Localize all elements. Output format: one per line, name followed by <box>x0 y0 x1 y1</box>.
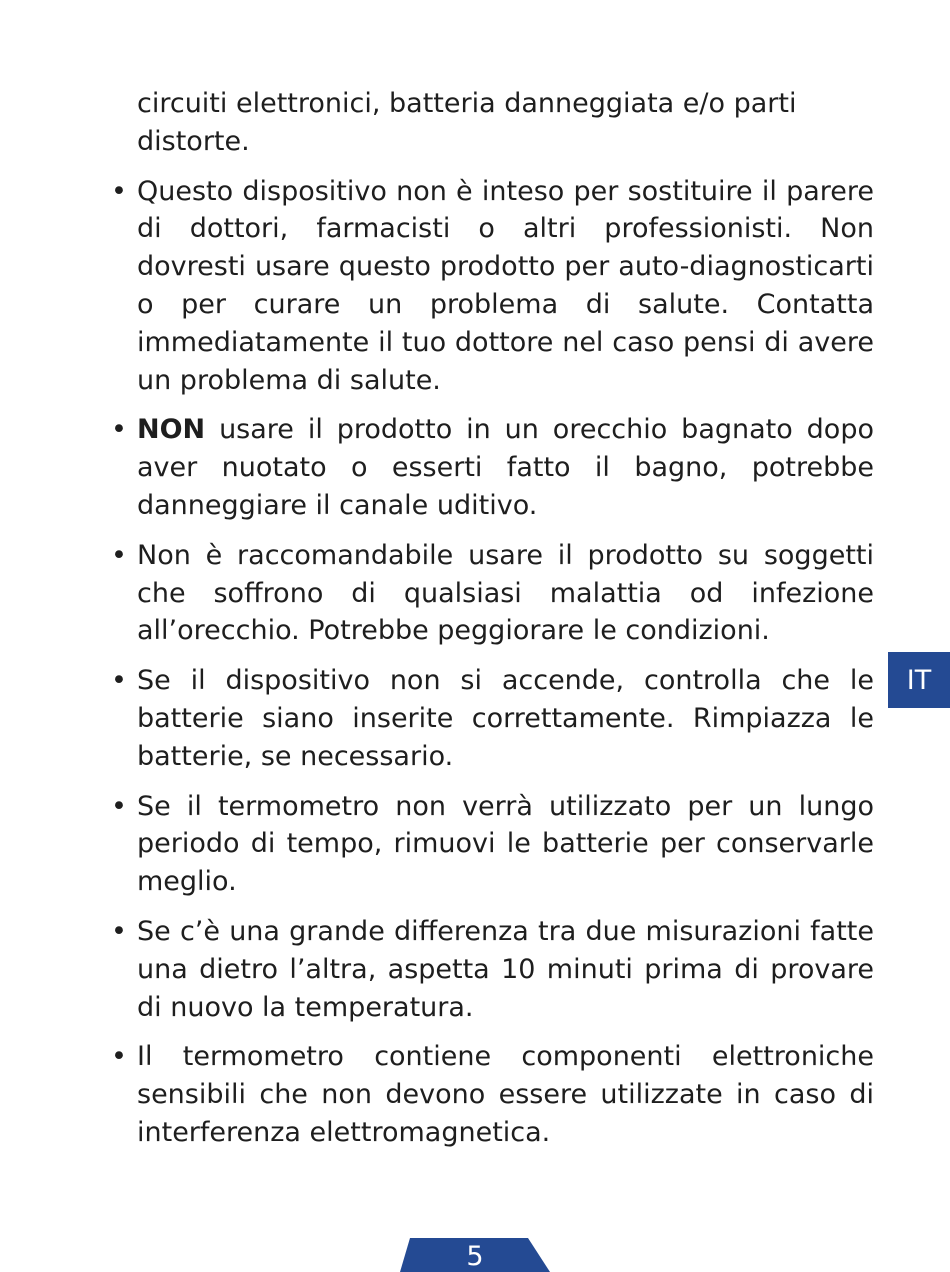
bullet-dot: • <box>111 915 127 947</box>
bullet-dot: • <box>111 665 127 697</box>
document-body <box>106 85 874 1164</box>
language-tab <box>888 652 950 708</box>
page-number: 5 <box>466 1240 484 1272</box>
bullet-text: Se il termometro non verrà utilizzato per un lungo periodo di tempo, rimuovi le batterie per conservarle meglio. <box>137 790 874 898</box>
bullet-dot: • <box>111 414 127 446</box>
continuation-paragraph: circuiti elettronici, batteria danneggiata e/o parti distorte. <box>137 88 797 157</box>
bullet-dot: • <box>111 175 127 207</box>
bullet-text: Questo dispositivo non è inteso per sostituire il parere di dottori, farmacisti o altri professionisti. Non dovresti usare questo prodotto per auto-diagnosticarti o per curare un problema di salute. Contatta immediatamente il tuo dottore nel caso pensi di avere un problema di salute. <box>137 175 874 396</box>
bullet-text: Se il dispositivo non si accende, controlla che le batterie siano inserite correttamente. Rimpiazza le batterie, se necessario. <box>137 665 874 772</box>
bullet-text: Se c’è una grande differenza tra due misurazioni fatte una dietro l’altra, aspetta 10 minuti prima di provare di nuovo la temperatura. <box>137 915 874 1023</box>
bullet-item-1 <box>106 173 874 400</box>
bullet-item-7 <box>106 1038 874 1151</box>
bullet-item-6 <box>106 913 874 1026</box>
bullet-lead-bold: NON <box>137 414 206 446</box>
language-tab-label: IT <box>906 664 932 696</box>
bullet-text: usare il prodotto in un orecchio bagnato dopo aver nuotato o esserti fatto il bagno, potrebbe danneggiare il canale uditivo. <box>137 414 874 521</box>
bullet-dot: • <box>111 1041 127 1073</box>
page-number-badge <box>400 1238 550 1272</box>
bullet-item-2 <box>106 411 874 524</box>
bullet-dot: • <box>111 790 127 822</box>
bullet-item-5 <box>106 788 874 901</box>
bullet-item-3 <box>106 537 874 650</box>
bullet-text: Il termometro contiene componenti elettroniche sensibili che non devono essere utilizzate in caso di interferenza elettromagnetica. <box>137 1041 874 1148</box>
bullet-dot: • <box>111 539 127 571</box>
bullet-text: Non è raccomandabile usare il prodotto su soggetti che soffrono di qualsiasi malattia od infezione all’orecchio. Potrebbe peggiorare le condizioni. <box>137 539 874 647</box>
bullet-item-4 <box>106 662 874 775</box>
